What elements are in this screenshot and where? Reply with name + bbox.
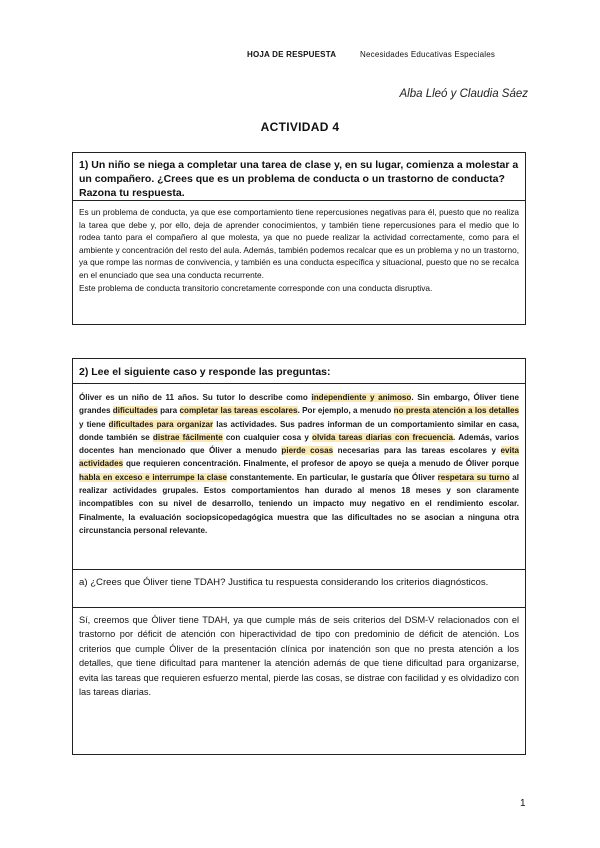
case-text-segment: al realizar actividades grupales. Estos comportamientos han durado al menos 18 meses y son claramente incompatibles con su nivel de desarrollo, teniendo un impacto muy negativo en el rendimiento escolar. Finalmente, la evaluación sociopsicopedagógica muestra que las dificultades no se asocian a ninguna otra circunstancia personal relevante. [79,472,519,535]
question-1-text: 1) Un niño se niega a completar una tarea de clase y, en su lugar, comienza a molestar a un compañero. ¿Crees que es un problema de conducta o un trastorno de conducta? Razona tu respuesta. [73,153,525,201]
case-text [73,384,525,570]
sub-question-a: a) ¿Crees que Óliver tiene TDAH? Justifica tu respuesta considerando los criterios diagnósticos. [73,570,525,608]
case-text-segment: . Por ejemplo, a menudo [297,406,394,416]
question-1-box [72,152,526,325]
page-number: 1 [520,798,526,809]
highlighted-phrase: olvida tareas diarias con frecuencia [312,432,454,442]
highlighted-phrase: independiente y animoso [311,393,412,402]
highlighted-phrase: pierde cosas [281,446,334,456]
case-text-segment: y tiene [79,419,109,429]
case-text-segment: Óliver es un niño de 11 años. Su tutor lo describe como [79,393,312,402]
case-text-segment: constantemente. En particular, le gustaría que Óliver [227,472,438,482]
sub-answer-a: Sí, creemos que Óliver tiene TDAH, ya que cumple más de seis criterios del DSM-V relacionados con el trastorno por déficit de atención con hiperactividad de tipo con predominio de déficit de atención. Los criterios que cumple Óliver de la presentación clínica por inatención son que no presta atención a los detalles, que tiene dificultad para mantener la atención además de que tiene dificultad para organizarse, evita las tareas que requieren esfuerzo mental, pierde las cosas, se distrae con facilidad y es olvidadizo con las tareas diarias. [79,615,519,698]
answer-1 [73,201,525,299]
question-2-box [72,358,526,755]
case-text-segment: . Sin embargo, Óliver tiene grandes [79,393,519,416]
header-right: Necesidades Educativas Especiales [360,50,496,59]
activity-title: ACTIVIDAD 4 [260,120,340,134]
question-2-text: 2) Lee el siguiente caso y responde las preguntas: [73,359,525,384]
case-text-segment: para [157,406,180,416]
highlighted-phrase: respetara su turno [437,472,510,482]
case-text-segment: . Además, varios docentes han mencionado que Óliver a menudo [79,432,519,456]
case-text-segment: con cualquier cosa y [222,432,313,442]
highlighted-phrase: habla en exceso e interrumpe la clase [79,472,228,482]
highlighted-phrase: dificultades para organizar [108,419,214,429]
answer-1-paragraph-2: Este problema de conducta transitorio concretamente corresponde con una conducta disruptiva. [79,282,433,293]
answer-1-paragraph-1: Es un problema de conducta, ya que ese comportamiento tiene repercusiones negativas para él, puesto que no realiza la tarea que debe y, por ello, deja de aprender conocimientos, y también tiene repercusiones para el medio que lo rodea tanto para el compañero al que molesta, ya que no puede realizar la actividad correctamente, como para el ambiente y concentración del resto del aula. Además, también podemos recalcar que es un problema y no un trastorno, ya que rompe las normas de convivencia, y también es una conducta específica y situacional, puesto que no se recalca en el enunciado que sea una conducta recurrente. [79,207,519,280]
case-text-segment: las actividades. Sus padres informan de un comportamiento similar en casa, donde también se [79,419,520,442]
authors: Alba Lleó y Claudia Sáez [399,88,528,100]
highlighted-phrase: evita actividades [79,446,519,469]
highlighted-phrase: dificultades [112,406,158,416]
header-left: HOJA DE RESPUESTA [247,50,337,59]
highlighted-phrase: distrae fácilmente [152,432,223,442]
highlighted-phrase: completar las tareas escolares [179,406,298,416]
highlighted-phrase: no presta atención a los detalles [393,406,519,416]
case-text-segment: necesarias para las tareas escolares y [333,446,501,456]
case-text-segment: que requieren concentración. Finalmente, el profesor de apoyo se queja a menudo de Óliver porque [123,459,519,469]
